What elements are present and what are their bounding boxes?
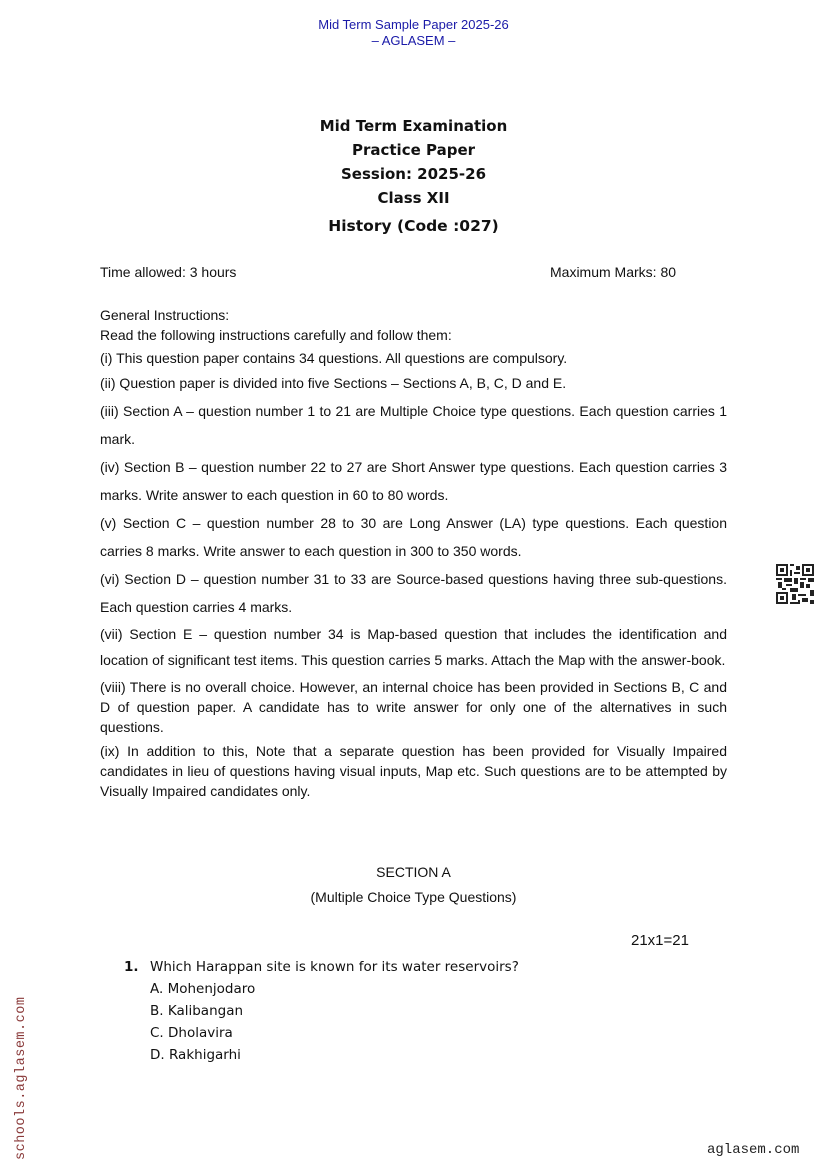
question-text: Which Harappan site is known for its water reservoirs? (150, 959, 519, 975)
section-title: SECTION A (376, 864, 451, 880)
section-subtitle: (Multiple Choice Type Questions) (310, 889, 517, 905)
exam-class: Class XII (377, 189, 450, 207)
exam-title: Mid Term Examination (319, 117, 508, 135)
option-d: D. Rakhigarhi (150, 1047, 241, 1063)
exam-session: Session: 2025-26 (340, 165, 487, 183)
qr-code-icon[interactable] (776, 564, 814, 604)
option-c: C. Dholavira (150, 1025, 233, 1041)
question-1 (124, 956, 519, 1066)
side-watermark: schools.aglasem.com (14, 996, 29, 1160)
option-a: A. Mohenjodaro (150, 981, 256, 997)
instructions-intro: Read the following instructions carefully and follow them: (100, 327, 452, 343)
instructions-heading: General Instructions: (100, 307, 230, 323)
question-number: 1. (124, 959, 139, 975)
paper-header (0, 114, 827, 238)
instruction-item: (vii) Section E – question number 34 is Map-based question that includes the identification and location of significant test items. This question carries 5 marks. Attach the Map with the answer-book. (100, 626, 727, 668)
instruction-item: (v) Section C – question number 28 to 30 are Long Answer (LA) type questions. Each question carries 8 marks. Write answer to each question in 300 to 350 words. (100, 515, 727, 559)
time-allowed: Time allowed: 3 hours (100, 264, 237, 280)
instruction-item: (iv) Section B – question number 22 to 27 are Short Answer type questions. Each question carries 3 marks. Write answer to each question in 60 to 80 words. (100, 459, 727, 503)
section-a-header (0, 860, 827, 910)
footer-watermark: aglasem.com (707, 1142, 800, 1158)
instruction-item: (viii) There is no overall choice. However, an internal choice has been provided in Sections B, C and D of question paper. A candidate has to write answer for only one of the alternatives in such questions. (100, 679, 727, 735)
exam-subtitle: Practice Paper (351, 141, 476, 159)
banner (0, 17, 827, 49)
section-marks: 21x1=21 (631, 932, 689, 949)
instruction-item: (iii) Section A – question number 1 to 21 are Multiple Choice type questions. Each question carries 1 mark. (100, 403, 727, 447)
instruction-item: (ii) Question paper is divided into five Sections – Sections A, B, C, D and E. (100, 375, 567, 391)
maximum-marks: Maximum Marks: 80 (550, 264, 677, 280)
instruction-item: (ix) In addition to this, Note that a separate question has been provided for Visually Impaired candidates in lieu of questions having visual inputs, Map etc. Such questions are to be attempted by Visually Impaired candidates only. (100, 743, 727, 799)
exam-subject: History (Code :027) (328, 217, 499, 235)
general-instructions (100, 305, 727, 801)
instruction-item: (i) This question paper contains 34 questions. All questions are compulsory. (100, 350, 568, 366)
instruction-item: (vi) Section D – question number 31 to 33 are Source-based questions having three sub-questions. Each question carries 4 marks. (100, 571, 727, 615)
exam-meta (100, 264, 690, 280)
banner-title: Mid Term Sample Paper 2025-26 (318, 17, 509, 32)
option-b: B. Kalibangan (150, 1003, 244, 1019)
banner-brand: – AGLASEM – (371, 33, 456, 48)
